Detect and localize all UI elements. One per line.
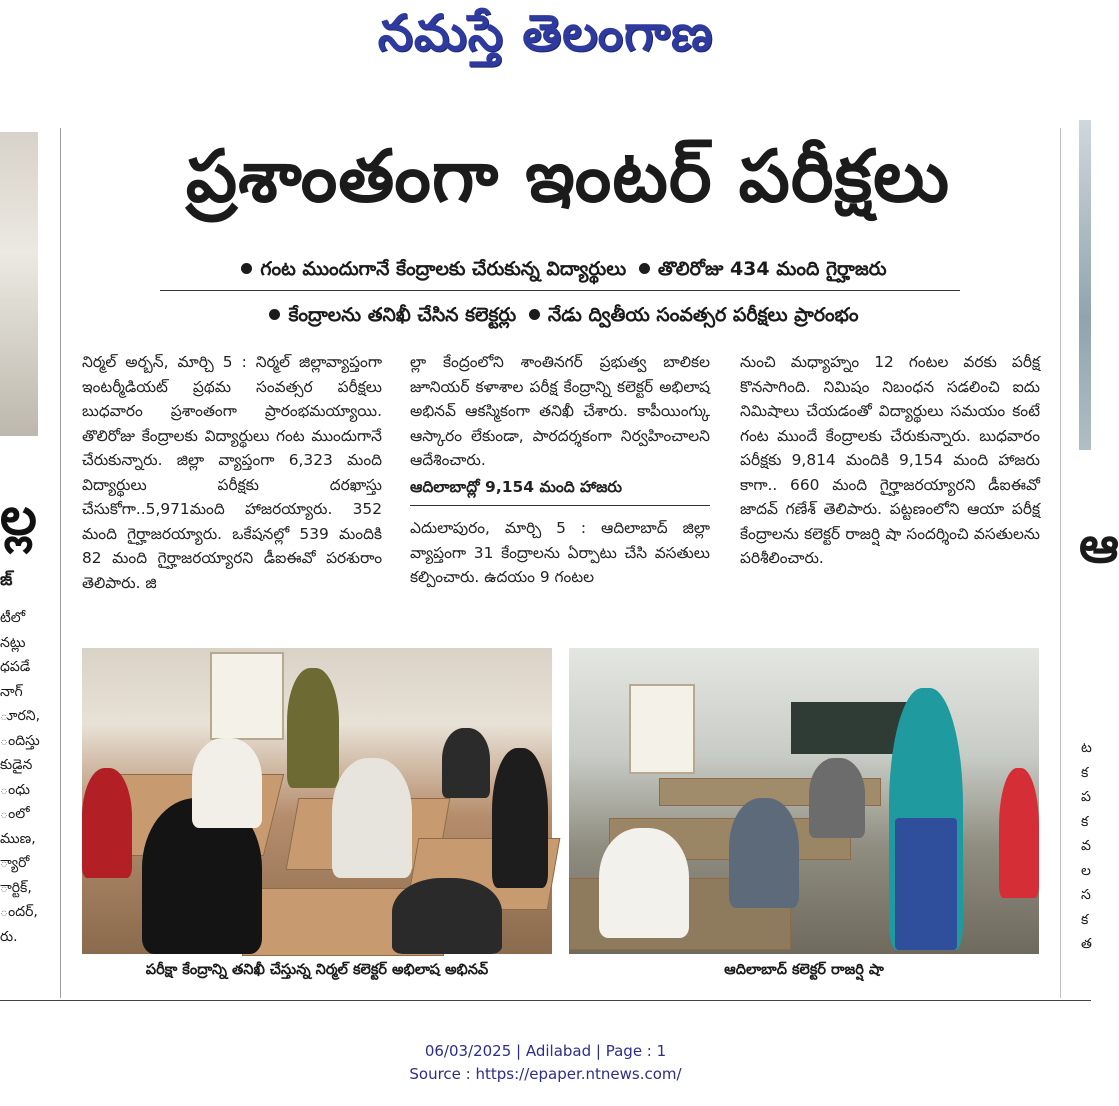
photo-person <box>999 768 1039 898</box>
right-line: వ <box>1081 838 1091 854</box>
subhead-text: కేంద్రాలను తనిఖీ చేసిన కలెక్టర్లు <box>288 304 517 326</box>
column-2-para-1: ల్లా కేంద్రంలోని శాంతినగర్ ప్రభుత్వ బాలికల జూనియర్ కళాశాల పరీక్ష కేంద్రాన్ని కలెక్టర్ అభిలాష అభినవ్ ఆకస్మికంగా తనిఖీ చేశారు. కాపీయింగ్కు ఆస్కారం లేకుండా, పారదర్శకంగా నిర్వహించాలని ఆదేశించారు. <box>410 353 710 469</box>
subhead-text: నేడు ద్వితీయ సంవత్సర పరీక్షలు ప్రారంభం <box>547 304 859 326</box>
right-line: ల <box>1081 862 1091 879</box>
left-edge-text-lines <box>0 606 40 949</box>
left-edge-photo <box>0 132 38 436</box>
column-divider-right <box>1060 128 1061 998</box>
adjacent-article-left <box>0 118 40 998</box>
left-edge-subhead-fragment: జ్ <box>0 570 13 590</box>
adjacent-article-right <box>1079 118 1119 998</box>
photo-window <box>210 652 284 740</box>
left-line: ందిస్తు <box>0 732 40 749</box>
left-line: ంధు <box>0 781 30 798</box>
photo-person <box>287 668 339 788</box>
right-line: క <box>1081 764 1089 781</box>
section-heading: ఆదిలాబాద్లో 9,154 మంది హాజరు <box>410 475 710 507</box>
photo-caption-adilabad: ఆదిలాబాద్ కలెక్టర్ రాజర్షి షా <box>724 962 884 978</box>
photo-caption-nirmal: పరీక్షా కేంద్రాన్ని తనిఖీ చేస్తున్న నిర్మల్ కలెక్టర్ అభిలాష అభినవ్ <box>145 962 489 978</box>
column-divider-left <box>60 128 61 998</box>
left-line: టీలో <box>0 610 26 626</box>
article-column-2 <box>410 350 710 590</box>
footer-edition-info: 06/03/2025 | Adilabad | Page : 1 <box>424 1042 667 1060</box>
subhead-text: గంట ముందుగానే కేంద్రాలకు చేరుకున్న విద్యార్థులు <box>260 258 627 280</box>
exam-hall-photo-adilabad <box>569 648 1039 954</box>
photo-person <box>442 728 490 798</box>
right-line: త <box>1081 936 1092 952</box>
photo-person <box>392 878 502 954</box>
subhead-row-1 <box>62 258 1060 285</box>
photo-person <box>492 748 548 888</box>
photo-person <box>82 768 132 878</box>
bullet-icon <box>241 263 252 274</box>
photo-person-trousers <box>895 818 957 950</box>
photo-person <box>332 758 412 878</box>
photo-person <box>729 798 799 908</box>
exam-hall-photo-nirmal <box>82 648 552 954</box>
bullet-icon <box>529 309 540 320</box>
article-column-1: నిర్మల్ అర్బన్, మార్చి 5 : నిర్మల్ జిల్లావ్యాప్తంగా ఇంటర్మీడియట్ ప్రథమ సంవత్సర పరీక్షలు బుధవారం ప్రశాంతంగా ప్రారంభమయ్యాయి. తొలిరోజు కేంద్రాలకు విద్యార్థులు గంట ముందుగానే చేరుకున్నారు. జిల్లా వ్యాప్తంగా 6,323 మంది విద్యార్థులు పరీక్షకు దరఖాస్తు చేసుకోగా..5,971మంది హాజరయ్యారు. 352 మంది గైర్హాజరయ్యారు. ఒకేషనల్లో 539 మందికి 82 మంది గైర్హాజరయ్యారని డీఐఈవో పరశురాం తెలిపారు. జి <box>82 353 382 592</box>
left-line: ార్టిక్, <box>0 879 32 896</box>
right-edge-headline-fragment: ఆ <box>1079 516 1119 574</box>
photo-person <box>599 828 689 938</box>
photo-blackboard <box>791 702 909 754</box>
left-line: ధపడే <box>0 659 31 675</box>
subhead-divider <box>160 290 960 291</box>
right-line: క <box>1081 813 1089 830</box>
right-edge-photo <box>1079 120 1091 450</box>
footer-source[interactable]: Source : https://epaper.ntnews.com/ <box>409 1065 682 1083</box>
right-line: ప <box>1081 789 1091 805</box>
left-line: నాగ్ <box>0 683 23 700</box>
left-edge-headline-fragment: ల్ల <box>0 486 37 547</box>
bullet-icon <box>639 263 650 274</box>
epaper-footer <box>0 1040 1091 1086</box>
left-line: ముణ, <box>0 830 36 847</box>
article-headline: ప్రశాంతంగా ఇంటర్ పరీక్షలు <box>185 134 951 218</box>
newspaper-page <box>0 104 1119 1004</box>
subhead-text: తొలిరోజు 434 మంది గైర్హాజరు <box>657 258 887 280</box>
right-line: క <box>1081 911 1089 928</box>
subhead-row-2 <box>62 304 1060 331</box>
right-line: స <box>1081 887 1091 903</box>
masthead <box>0 0 1091 78</box>
left-line: ందర్, <box>0 904 38 920</box>
photo-person <box>809 758 865 838</box>
photo-window <box>629 684 695 774</box>
newspaper-logo: నమస్తే తెలంగాణ <box>377 3 714 62</box>
left-line: ంలో <box>0 806 30 822</box>
page-bottom-rule <box>0 1000 1091 1001</box>
left-line: నట్లు <box>0 634 26 651</box>
article-column-3: నుంచి మధ్యాహ్నం 12 గంటల వరకు పరీక్ష కొనసాగింది. నిమిషం నిబంధన సడలించి ఐదు నిమిషాలు చేయడంతో విద్యార్థులు సమయం కంటే గంట ముందే కేంద్రాలకు చేరుకున్నారు. బుధవారం పరీక్షకు 9,814 మందికి 9,154 మంది హాజరు కాగా.. 660 మంది గైర్హాజరయ్యారని డీఐఈవో జాదవ్ గణేశ్ తెలిపారు. పట్టణంలోని ఆయా పరీక్ష కేంద్రాలను కలెక్టర్ రాజర్షి షా సందర్శించి వసతులను పరిశీలించారు. <box>740 353 1040 567</box>
photo-person <box>192 738 262 828</box>
left-line: ్యారో <box>0 855 30 871</box>
left-line: రు. <box>0 928 18 945</box>
right-line: ట <box>1081 740 1092 756</box>
left-line: కుడైన <box>0 757 33 773</box>
bullet-icon <box>269 309 280 320</box>
column-2-para-2: ఎదులాపురం, మార్చి 5 : ఆదిలాబాద్ జిల్లా వ్యాప్తంగా 31 కేంద్రాలను ఏర్పాటు చేసి వసతులు కల్పించారు. ఉదయం 9 గంటల <box>410 519 710 586</box>
left-line: ూరని, <box>0 708 41 724</box>
right-edge-text-lines <box>1081 736 1092 957</box>
